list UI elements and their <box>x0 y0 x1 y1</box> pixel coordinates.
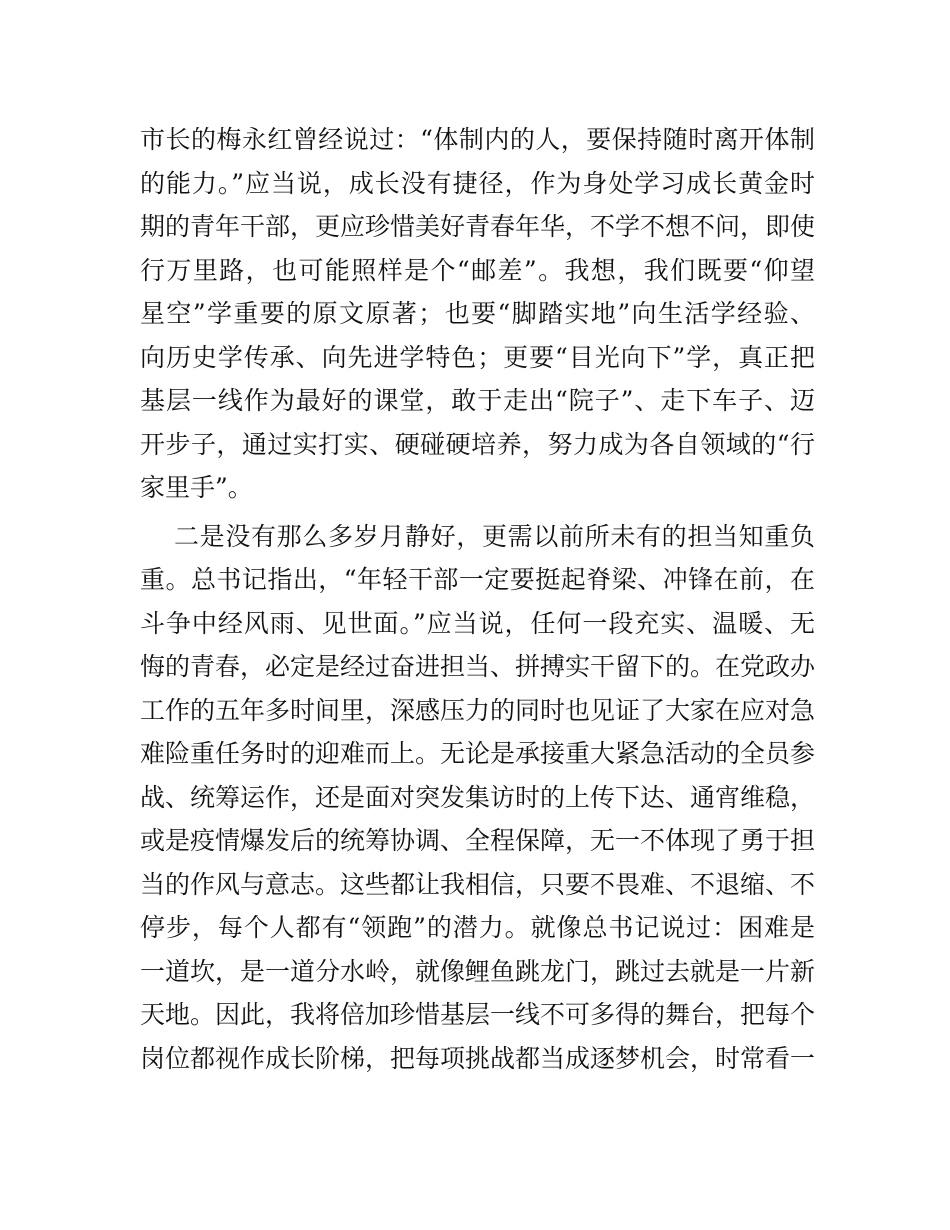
text-line: 工作的五年多时间里，深感压力的同时也见证了大家在应对急 <box>140 695 816 725</box>
text-line: 家里手”。 <box>140 473 253 502</box>
text-line: 的能力。”应当说，成长没有捷径，作为身处学习成长黄金时 <box>140 168 815 198</box>
text-line: 悔的青春，必定是经过奋进担当、拼搏实干留下的。在党政办 <box>140 652 816 681</box>
text-line: 期的青年干部，更应珍惜美好青春年华，不学不想不问，即使 <box>140 212 816 241</box>
text-line: 斗争中经风雨、见世面。”应当说，任何一段充实、温暖、无 <box>140 608 815 638</box>
paragraph-1 <box>140 118 815 510</box>
text-line: 重。总书记指出，“年轻干部一定要挺起脊梁、冲锋在前，在 <box>140 565 815 594</box>
text-line: 向历史学传承、向先进学特色；更要“目光向下”学，真正把 <box>140 342 815 372</box>
text-line: 行万里路，也可能照样是个“邮差”。我想，我们既要“仰望 <box>140 255 815 285</box>
text-line: 当的作风与意志。这些都让我相信，只要不畏难、不退缩、不 <box>140 869 816 899</box>
text-line: 星空”学重要的原文原著；也要“脚踏实地”向生活学经验、 <box>140 299 815 328</box>
text-line: 一道坎，是一道分水岭，就像鲤鱼跳龙门，跳过去就是一片新 <box>140 956 816 986</box>
body-text <box>140 118 815 1080</box>
text-line: 岗位都视作成长阶梯，把每项挑战都当成逐梦机会，时常看一 <box>140 1043 816 1073</box>
text-line: 或是疫情爆发后的统筹协调、全程保障，无一不体现了勇于担 <box>140 826 816 855</box>
text-line: 停步，每个人都有“领跑”的潜力。就像总书记说过：困难是 <box>140 913 815 942</box>
text-line: 基层一线作为最好的课堂，敢于走出“院子”、走下车子、迈 <box>140 386 815 415</box>
text-line: 难险重任务时的迎难而上。无论是承接重大紧急活动的全员参 <box>140 739 816 768</box>
text-line: 市长的梅永红曾经说过：“体制内的人，要保持随时离开体制 <box>140 125 815 154</box>
text-line: 战、统筹运作，还是面对突发集访时的上传下达、通宵维稳， <box>140 782 816 812</box>
text-line: 开步子，通过实打实、硬碰硬培养，努力成为各自领域的“行 <box>140 429 815 459</box>
text-line: 二是没有那么多岁月静好，更需以前所未有的担当知重负 <box>174 521 815 551</box>
text-line: 天地。因此，我将倍加珍惜基层一线不可多得的舞台，把每个 <box>140 1000 816 1029</box>
paragraph-2 <box>140 515 815 1081</box>
